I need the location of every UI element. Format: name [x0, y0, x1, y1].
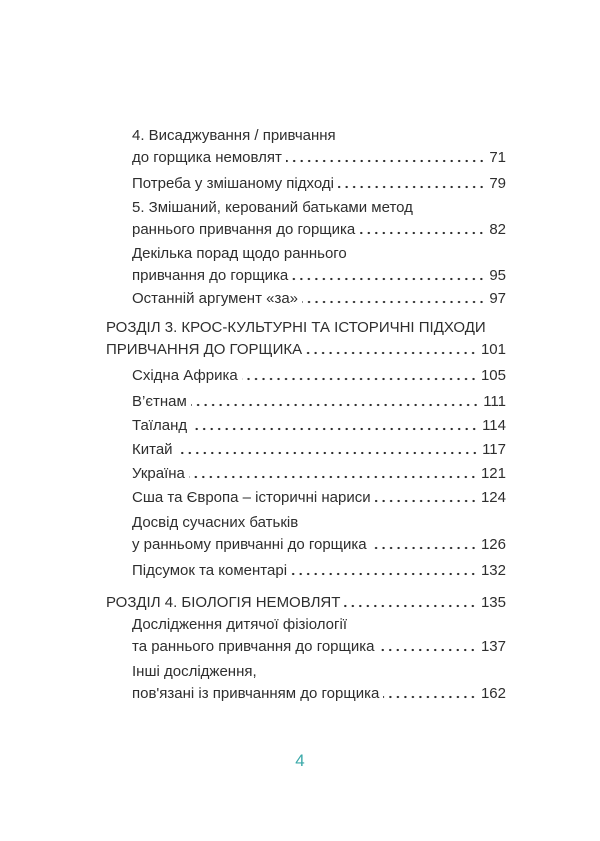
toc-title-text: раннього привчання до горщика: [132, 221, 356, 238]
toc-title-text: Декілька порад щодо раннього: [132, 245, 347, 262]
toc-title-text: пов'язані із привчанням до горщика: [132, 685, 380, 702]
toc-entry: [132, 173, 506, 195]
dot-leader: [286, 159, 485, 163]
dot-leader: [338, 185, 485, 189]
toc-title-text: РОЗДІЛ 4. БІОЛОГІЯ НЕМОВЛЯТ: [106, 594, 341, 611]
toc-entry: [132, 197, 506, 241]
toc-line: [132, 439, 506, 461]
dot-leader: [189, 475, 477, 479]
toc-title-text: Таїланд: [132, 417, 188, 434]
dot-leader: [306, 351, 477, 355]
toc-line: [132, 365, 506, 387]
toc-line: [132, 415, 506, 437]
toc-page-number: 126: [480, 536, 506, 553]
toc-chapter: [106, 317, 506, 361]
dot-leader: [371, 546, 477, 550]
toc-title-text: Східна Африка: [132, 367, 238, 384]
toc-title-text: Україна: [132, 465, 185, 482]
toc-line: [132, 614, 506, 636]
toc-title-text: у ранньому привчанні до горщика: [132, 536, 367, 553]
toc-page-number: 114: [482, 417, 506, 434]
toc-line: [132, 243, 506, 265]
dot-leader: [359, 231, 485, 235]
toc-title-text: привчання до горщика: [132, 267, 289, 284]
dot-leader: [302, 300, 485, 304]
toc-page-number: 79: [489, 175, 506, 192]
toc-page-number: 135: [480, 594, 506, 611]
toc-title-text: РОЗДІЛ 3. КРОС-КУЛЬТУРНІ ТА ІСТОРИЧНІ ПІДХОДИ: [106, 319, 486, 336]
toc-line: [132, 512, 506, 534]
toc-title-text: Потреба у змішаному підході: [132, 175, 334, 192]
dot-leader: [383, 695, 477, 699]
toc-page-number: 162: [480, 685, 506, 702]
toc-line: [132, 636, 506, 658]
toc-page-number: 95: [489, 267, 506, 284]
toc-title-text: Сша та Європа – історичні нариси: [132, 489, 371, 506]
toc-entry: [132, 487, 506, 509]
dot-leader: [344, 604, 477, 608]
toc-entry: [132, 365, 506, 387]
toc-line: [132, 487, 506, 509]
toc-entry: [132, 391, 506, 413]
toc-line: [132, 147, 506, 169]
toc-title-text: Підсумок та коментарі: [132, 562, 288, 579]
toc-entry: [132, 415, 506, 437]
toc-title-text: Китай: [132, 441, 173, 458]
toc-page-number: 82: [489, 221, 506, 238]
toc-page-number: 117: [482, 441, 506, 458]
toc-title-text: Інші дослідження,: [132, 663, 257, 680]
toc-line: [132, 560, 506, 582]
dot-leader: [375, 499, 477, 503]
toc-line: [132, 197, 506, 219]
toc-line: [106, 339, 506, 361]
toc-line: [132, 173, 506, 195]
toc-line: [132, 391, 506, 413]
toc-entry: [132, 288, 506, 310]
page-number: 4: [295, 751, 305, 770]
dot-leader: [191, 427, 478, 431]
toc-entry: [132, 439, 506, 461]
toc-page-number: 71: [489, 149, 506, 166]
toc-entry: [132, 614, 506, 658]
toc-title-text: 5. Змішаний, керований батьками метод: [132, 199, 413, 216]
toc-line: [132, 288, 506, 310]
toc-line: [132, 265, 506, 287]
toc-page-number: 137: [480, 638, 506, 655]
toc-title-text: та раннього привчання до горщика: [132, 638, 375, 655]
toc-entry: [132, 512, 506, 556]
toc-line: [132, 125, 506, 147]
toc-title-text: ПРИВЧАННЯ ДО ГОРЩИКА: [106, 341, 303, 358]
dot-leader: [378, 648, 477, 652]
toc-line: [132, 534, 506, 556]
toc-title-text: 4. Висаджування / привчання: [132, 127, 336, 144]
toc-line: [132, 683, 506, 705]
toc-entry: [132, 243, 506, 287]
toc-page-number: 101: [480, 341, 506, 358]
toc-line: [132, 661, 506, 683]
toc-entry: [132, 125, 506, 169]
toc-entry: [132, 661, 506, 705]
toc-page-number: 121: [480, 465, 506, 482]
toc-title-text: Останній аргумент «за»: [132, 290, 299, 307]
toc-page-number: 111: [483, 393, 506, 410]
toc-entry: [132, 560, 506, 582]
toc-title-text: Досвід сучасних батьків: [132, 514, 299, 531]
dot-leader: [242, 377, 477, 381]
dot-leader: [191, 403, 479, 407]
toc-line: [106, 592, 506, 614]
toc-line: [132, 463, 506, 485]
toc-line: [106, 317, 506, 339]
toc-chapter: [106, 592, 506, 614]
toc-line: [132, 219, 506, 241]
toc-title-text: до горщика немовлят: [132, 149, 282, 166]
toc-page-number: 124: [480, 489, 506, 506]
dot-leader: [291, 572, 477, 576]
toc-title-text: Дослідження дитячої фізіології: [132, 616, 347, 633]
dot-leader: [177, 451, 479, 455]
toc-page-number: 132: [480, 562, 506, 579]
toc-title-text: В’єтнам: [132, 393, 187, 410]
toc-page-number: 105: [480, 367, 506, 384]
toc-entry: [132, 463, 506, 485]
toc-page-number: 97: [489, 290, 506, 307]
dot-leader: [292, 277, 485, 281]
